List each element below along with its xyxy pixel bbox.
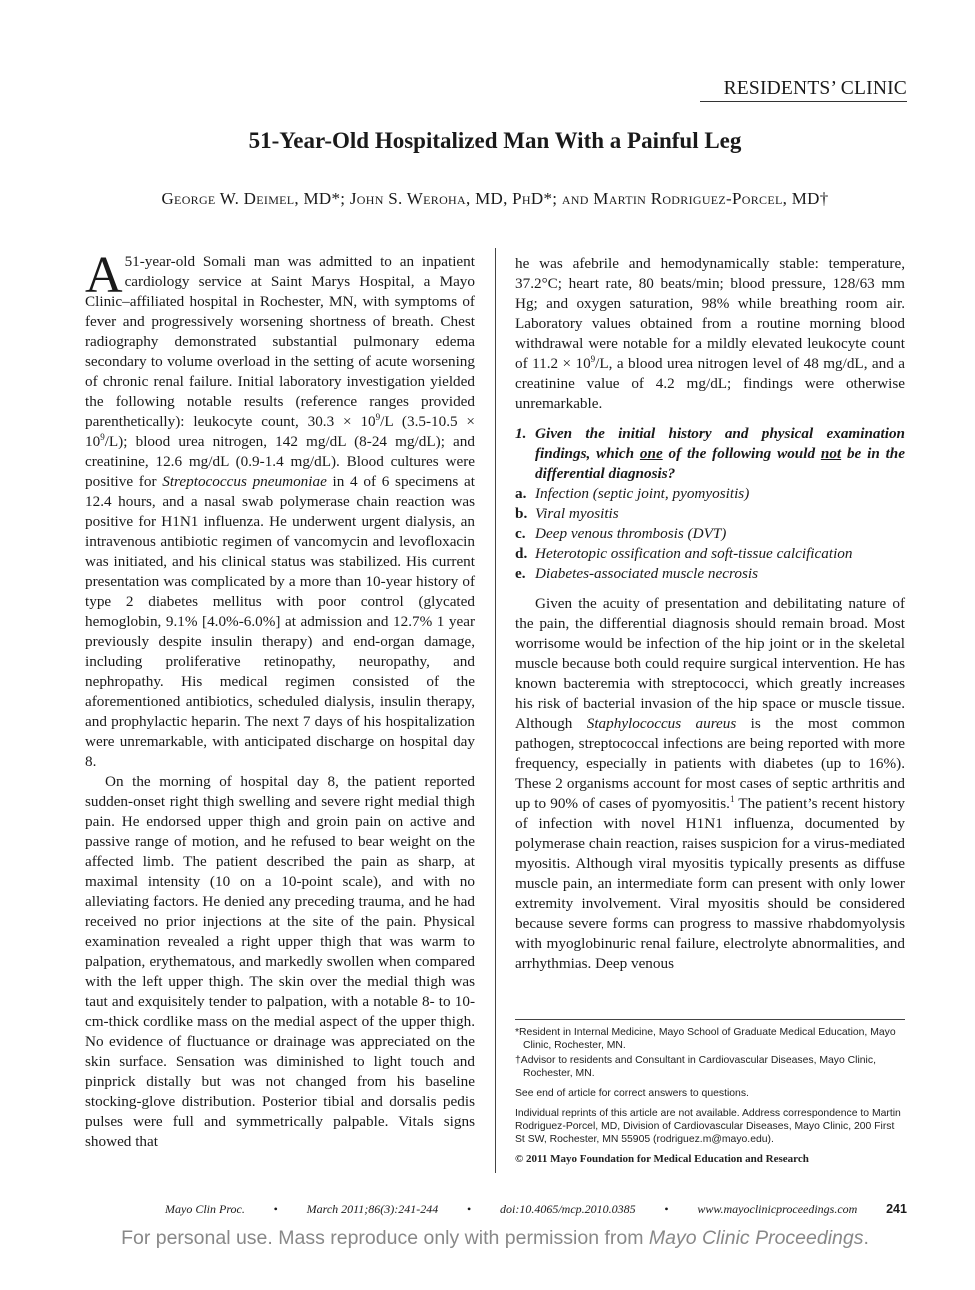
answer-option: e. Diabetes-associated muscle necrosis [515,565,758,582]
section-label: RESIDENTS’ CLINIC [700,78,907,102]
right-column [515,254,905,974]
footer-bullet: • [467,1202,472,1216]
answers-note: See end of article for correct answers to questions. [515,1088,749,1099]
article-authors: George W. Deimel, MD*; John S. Weroha, MD, PhD*; and Martin Rodriguez-Porcel, MD† [161,189,829,208]
article-title: 51-Year-Old Hospitalized Man With a Painful Leg [248,128,742,153]
footnote-affiliation: †Advisor to residents and Consultant in Cardiovascular Diseases, Mayo Clinic, Rochester, MN. [515,1055,876,1079]
copyright: © 2011 Mayo Foundation for Medical Education and Research [515,1153,809,1165]
paragraph: Given the acuity of presentation and debilitating nature of the pain, the differential diagnosis should remain broad. Most worrisome would be infection of the hip joint or in the skeletal muscle because both could require surgical intervention. He has known bacteremia with streptococci, which greatly increases his risk of bacterial invasion of the hip space or muscle tissue. Although Staphylococcus aureus is the most common pathogen, streptococcal infections are being reported with more frequency, especially in patients with diabetes (up to 16%). These 2 organisms account for most cases of septic arthritis and up to 90% of cases of pyomyositis.$^1$ The patient’s recent history of infection with novel H1N1 influenza, documented by polymerase chain reaction, raises suspicion for a virus-mediated myositis. Although viral myositis typically presents as diffuse muscle pain, an intermediate form can present with only lower extremity involvement. Viral myositis should be considered because severe forms can progress to massive rhabdomyolysis with myoglobinuric renal failure, electrolyte abnormalities, and arrhythmias. Deep venous [515,595,906,972]
journal-url[interactable]: www.mayoclinicproceedings.com [697,1202,858,1216]
paragraph: A 51-year-old Somali man was admitted to an inpatient cardiology service at Saint Marys Hospital, a Mayo Clinic–affiliated hospital in Rochester, MN, with symptoms of fever and progressively worsening shortness of breath. Chest radiography demonstrated substantial pulmonary edema secondary to volume overload in the setting of acute worsening of chronic renal failure. Initial laboratory investigation yielded the following notable results (reference ranges provided parenthetically): leukocyte count, $30.3 \times 10^9/L$ $(3.5-10.5 \times 10^9/L)$; blood urea nitrogen, 142 mg/dL (8-24 mg/dL); and creatinine, 12.6 mg/dL (0.9-1.4 mg/dL). Blood cultures were positive for Streptococcus pneumoniae in 4 of 6 specimens at 12.4 hours, and a nasal swab polymerase chain reaction was positive for H1N1 influenza. He underwent urgent dialysis, an intravenous antibiotic regimen of vancomycin and levofloxacin was initiated, and his clinical status was stabilized. His current presentation was complicated by a more than 10-year history of type 2 diabetes mellitus with poor control (glycated hemoglobin, 9.1% [4.0%-6.0%] at admission and 12.7% 1 year previously despite insulin therapy) and end-organ damage, including proliferative retinopathy, neuropathy, and nephropathy. His medical regimen consisted of the aforementioned antibiotics, scheduled dialysis, insulin therapy, and prophylactic heparin. The next 7 days of his hospitalization were unremarkable, with anticipated discharge on hospital day 8. [85,247,475,770]
answer-option: d. Heterotopic ossification and soft-tissue calcification [515,545,853,562]
footer-bullet: • [664,1202,669,1216]
footnote-affiliation: *Resident in Internal Medicine, Mayo School of Graduate Medical Education, Mayo Clinic, Rochester, MN. [515,1027,896,1051]
paragraph: he was afebrile and hemodynamically stable: temperature, 37.2°C; heart rate, 80 beats/min; blood pressure, 128/63 mm Hg; and oxygen saturation, 98% while breathing room air. Laboratory values obtained from a routine morning blood withdrawal were notable for a mildly elevated leukocyte count of $11.2 \times 10^9/L$, a blood urea nitrogen level of 48 mg/dL, and a creatinine value of 4.2 mg/dL; findings were otherwise unremarkable. [515,255,905,412]
question-1: 1. Given the initial history and physical examination findings, which one of the following would not be in the differential diagnosis? [515,425,905,482]
page-footer [165,1202,907,1217]
doi: doi:10.4065/mcp.2010.0385 [499,1202,636,1216]
page-number: 241 [886,1202,907,1216]
footer-bullet: • [273,1202,278,1216]
journal-issue: March 2011;86(3):241-244 [306,1202,439,1216]
reprints-note: Individual reprints of this article are not available. Address correspondence to Martin Rodriguez-Porcel, MD, Division of Cardiovascular Diseases, Mayo Clinic, 200 First St SW, Rochester, MN 55905 (rodriguez.m@mayo.edu). [515,1108,901,1145]
answer-option: a. Infection (septic joint, pyomyositis) [515,485,750,502]
journal-name: Mayo Clin Proc. [165,1202,245,1216]
drop-cap: A [85,247,123,304]
footnotes [515,1019,905,1166]
paragraph: On the morning of hospital day 8, the patient reported sudden-onset right thigh swelling and severe right medial thigh pain. He endorsed upper thigh and groin pain on active and passive range of motion, and he refused to bear weight on the affected limb. The patient described the pain as sharp, at maximal intensity (10 on a 10-point scale), and with no alleviating factors. He denied any preceding trauma, and he had received no prior injections at the site of the pain. Physical examination revealed a right upper thigh that was warm to palpation, erythematous, and markedly swollen when compared with the left upper thigh. The skin over the medial thigh was taut and exquisitely tender to palpation, with a notable 8- to 10-cm-thick cordlike mass on the medial aspect of the upper thigh. No evidence of fluctuance or drainage was appreciated on the skin surface. Sensation was diminished to light touch and pinprick distally but was not changed from his baseline stocking-glove distribution. Posterior tibial and dorsalis pedis pulses were full and symmetrically palpable. Vitals signs showed that [85,773,475,1150]
column-divider [495,248,496,1173]
answer-option: b. Viral myositis [515,505,619,522]
answer-option: c. Deep venous thrombosis (DVT) [515,525,727,542]
left-column [85,247,475,1152]
permission-notice: For personal use. Mass reproduce only with permission from Mayo Clinic Proceedings. [121,1227,869,1249]
